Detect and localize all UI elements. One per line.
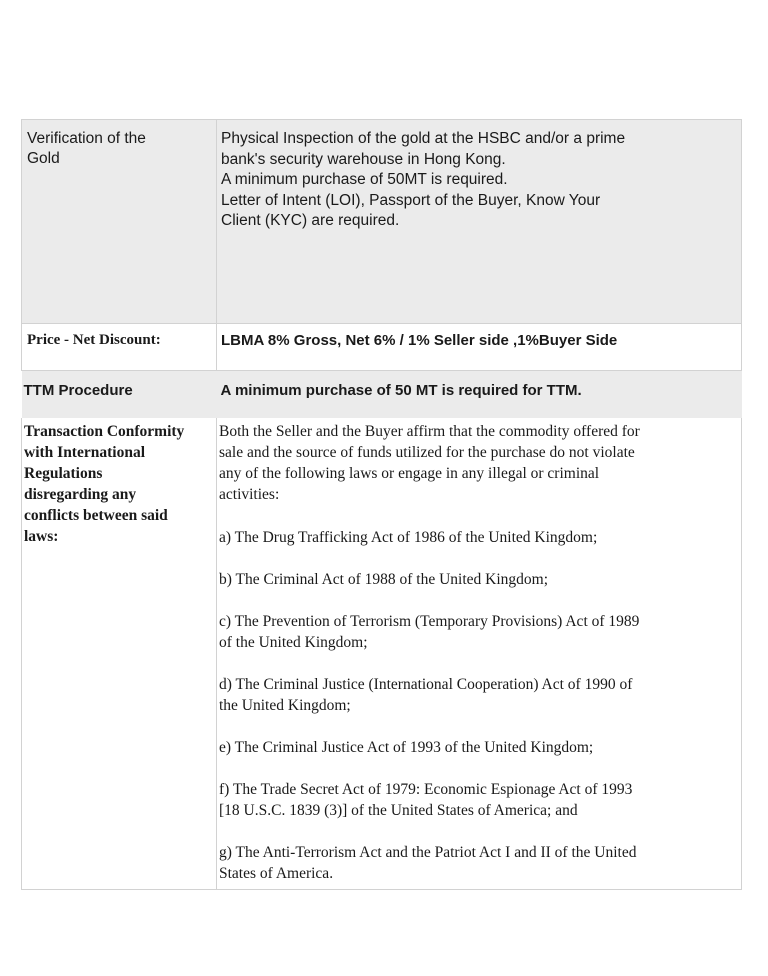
law-item-f: f) The Trade Secret Act of 1979: Economic Espionage Act of 1993 [18 U.S.C. 1839 (3)] of the United States of America; and	[219, 781, 633, 819]
conformity-row	[22, 418, 742, 890]
conformity-label: Transaction Conformity with International Regulations disregarding any conflicts between said laws:	[22, 418, 217, 890]
law-item-g: g) The Anti-Terrorism Act and the Patriot Act I and II of the United States of America.	[219, 844, 637, 882]
price-row	[22, 324, 742, 371]
conformity-intro: Both the Seller and the Buyer affirm that the commodity offered for sale and the source of funds utilized for the purchase do not violate any of the following laws or engage in any illegal or criminal activities:	[219, 423, 640, 503]
price-value: LBMA 8% Gross, Net 6% / 1% Seller side ,1%Buyer Side	[217, 324, 742, 371]
law-item-d: d) The Criminal Justice (International Cooperation) Act of 1990 of the United Kingdom;	[219, 676, 633, 714]
law-item-a: a) The Drug Trafficking Act of 1986 of the United Kingdom;	[219, 529, 598, 546]
price-label: Price - Net Discount:	[22, 324, 217, 371]
law-item-b: b) The Criminal Act of 1988 of the United Kingdom;	[219, 571, 549, 588]
ttm-value: A minimum purchase of 50 MT is required for TTM.	[217, 371, 742, 419]
verification-row	[22, 120, 742, 324]
law-item-c: c) The Prevention of Terrorism (Temporary Provisions) Act of 1989 of the United Kingdom;	[219, 613, 640, 651]
ttm-row	[22, 371, 742, 419]
verification-value: Physical Inspection of the gold at the HSBC and/or a prime bank's security warehouse in Hong Kong. A minimum purchase of 50MT is required. Letter of Intent (LOI), Passport of the Buyer, Know Your Client (KYC) are required.	[217, 120, 742, 324]
conformity-value	[217, 418, 742, 890]
law-item-e: e) The Criminal Justice Act of 1993 of the United Kingdom;	[219, 739, 594, 756]
verification-label: Verification of the Gold	[22, 120, 217, 324]
ttm-label: TTM Procedure	[22, 371, 217, 419]
terms-table	[21, 119, 742, 890]
